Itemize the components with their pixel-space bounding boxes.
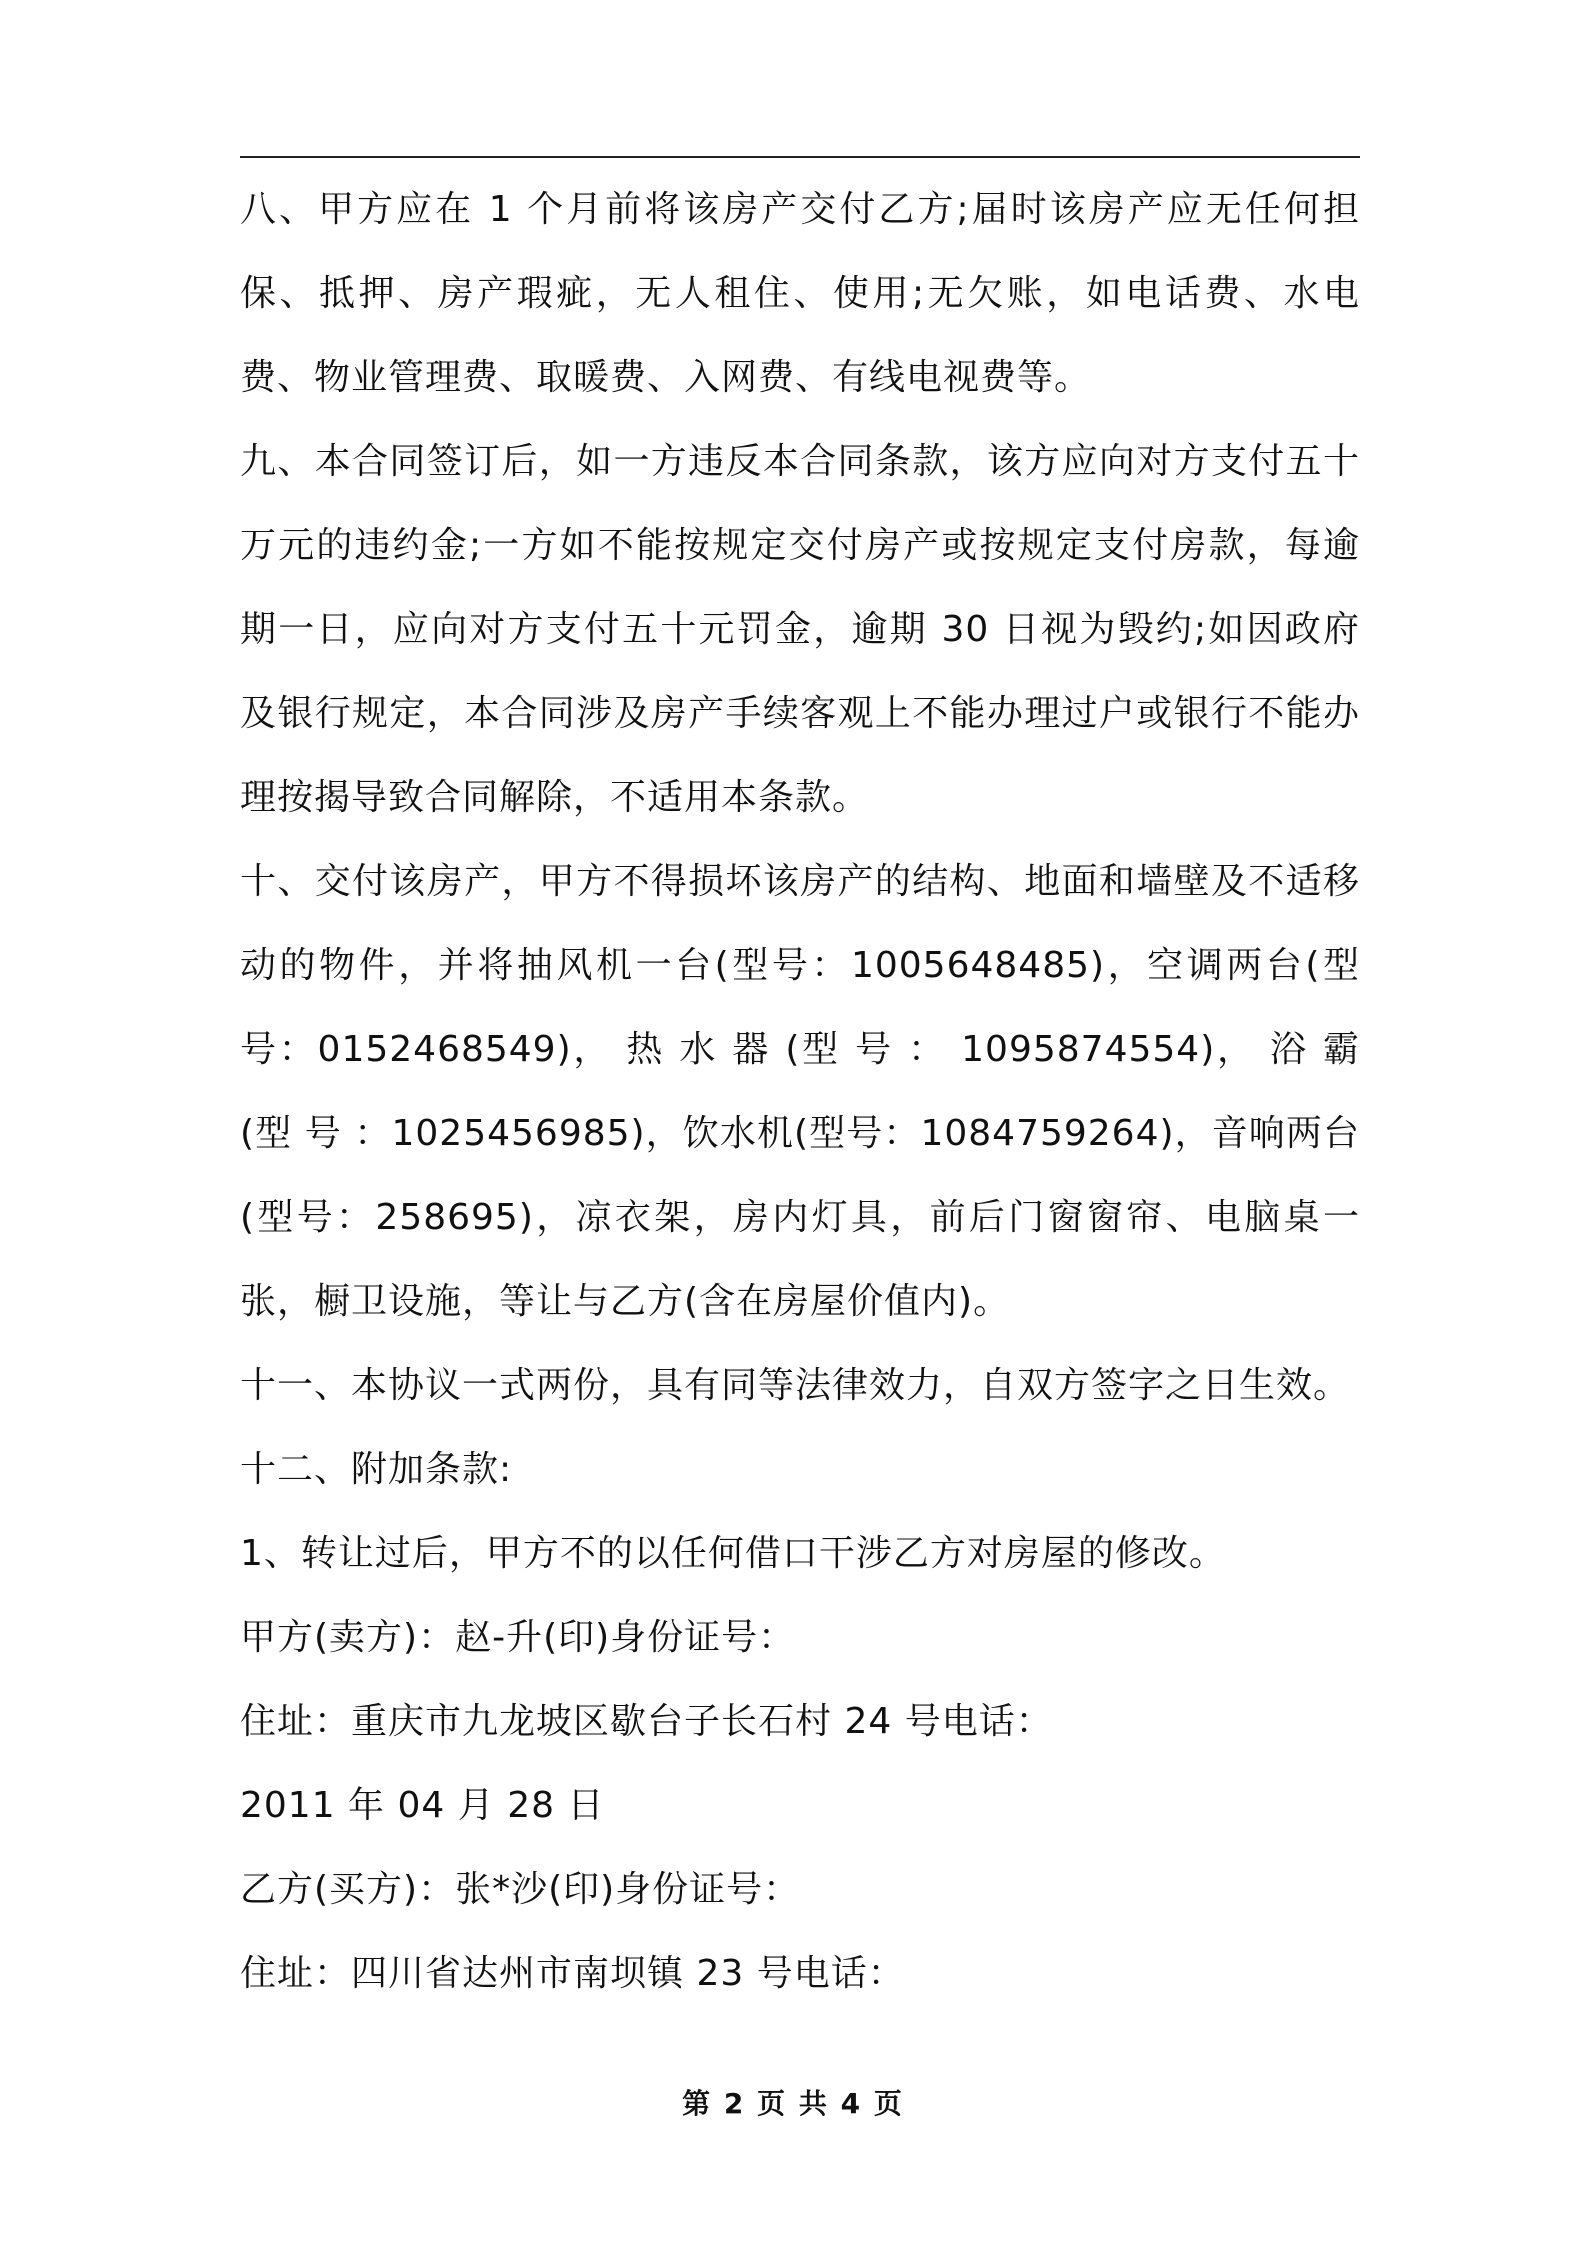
- clause-12-heading: 十二、附加条款:: [240, 1449, 513, 1490]
- signing-date: 2011 年 04 月 28 日: [240, 1785, 605, 1826]
- page-number: 第 2 页 共 4 页: [682, 2087, 904, 2120]
- party-a-signature: 甲方(卖方)：赵-升(印)身份证号：: [240, 1617, 796, 1658]
- party-b-address: 住址：四川省达州市南坝镇 23 号电话：: [240, 1953, 905, 1994]
- additional-clause-1: 1、转让过后，甲方不的以任何借口干涉乙方对房屋的修改。: [240, 1533, 1226, 1574]
- clause-11: 十一、本协议一式两份，具有同等法律效力，自双方签字之日生效。: [240, 1365, 1351, 1406]
- clause-8: 八、甲方应在 1 个月前将该房产交付乙方;届时该房产应无任何担保、抵押、房产瑕疵，无人租住、使用;无欠账，如电话费、水电费、物业管理费、取暖费、入网费、有线电视费等。: [240, 189, 1360, 398]
- document-body: [240, 168, 1360, 2016]
- header-rule: [240, 156, 1360, 158]
- party-b-signature: 乙方(买方)：张*沙(印)身份证号：: [240, 1869, 801, 1910]
- party-a-address: 住址：重庆市九龙坡区歇台子长石村 24 号电话：: [240, 1701, 1053, 1742]
- clause-9: 九、本合同签订后，如一方违反本合同条款，该方应向对方支付五十万元的违约金;一方如不能按规定交付房产或按规定支付房款，每逾期一日，应向对方支付五十元罚金，逾期 30 日视为毁约;如因政府及银行规定，本合同涉及房产手续客观上不能办理过户或银行不能办理按揭导致合同解除，不适用本条款。: [240, 441, 1360, 818]
- clause-10: 十、交付该房产，甲方不得损坏该房产的结构、地面和墙壁及不适移动的物件，并将抽风机一台(型号：1005648485)，空调两台(型号：0152468549)， 热 水 器 (型 号 ： 1095874554)， 浴 霸 (型 号 ：1025456985)，饮水机(型号：1084759264)，音响两台(型号：258695)，凉衣架，房内灯具，前后门窗窗帘、电脑桌一张，橱卫设施，等让与乙方(含在房屋价值内)。: [240, 861, 1360, 1322]
